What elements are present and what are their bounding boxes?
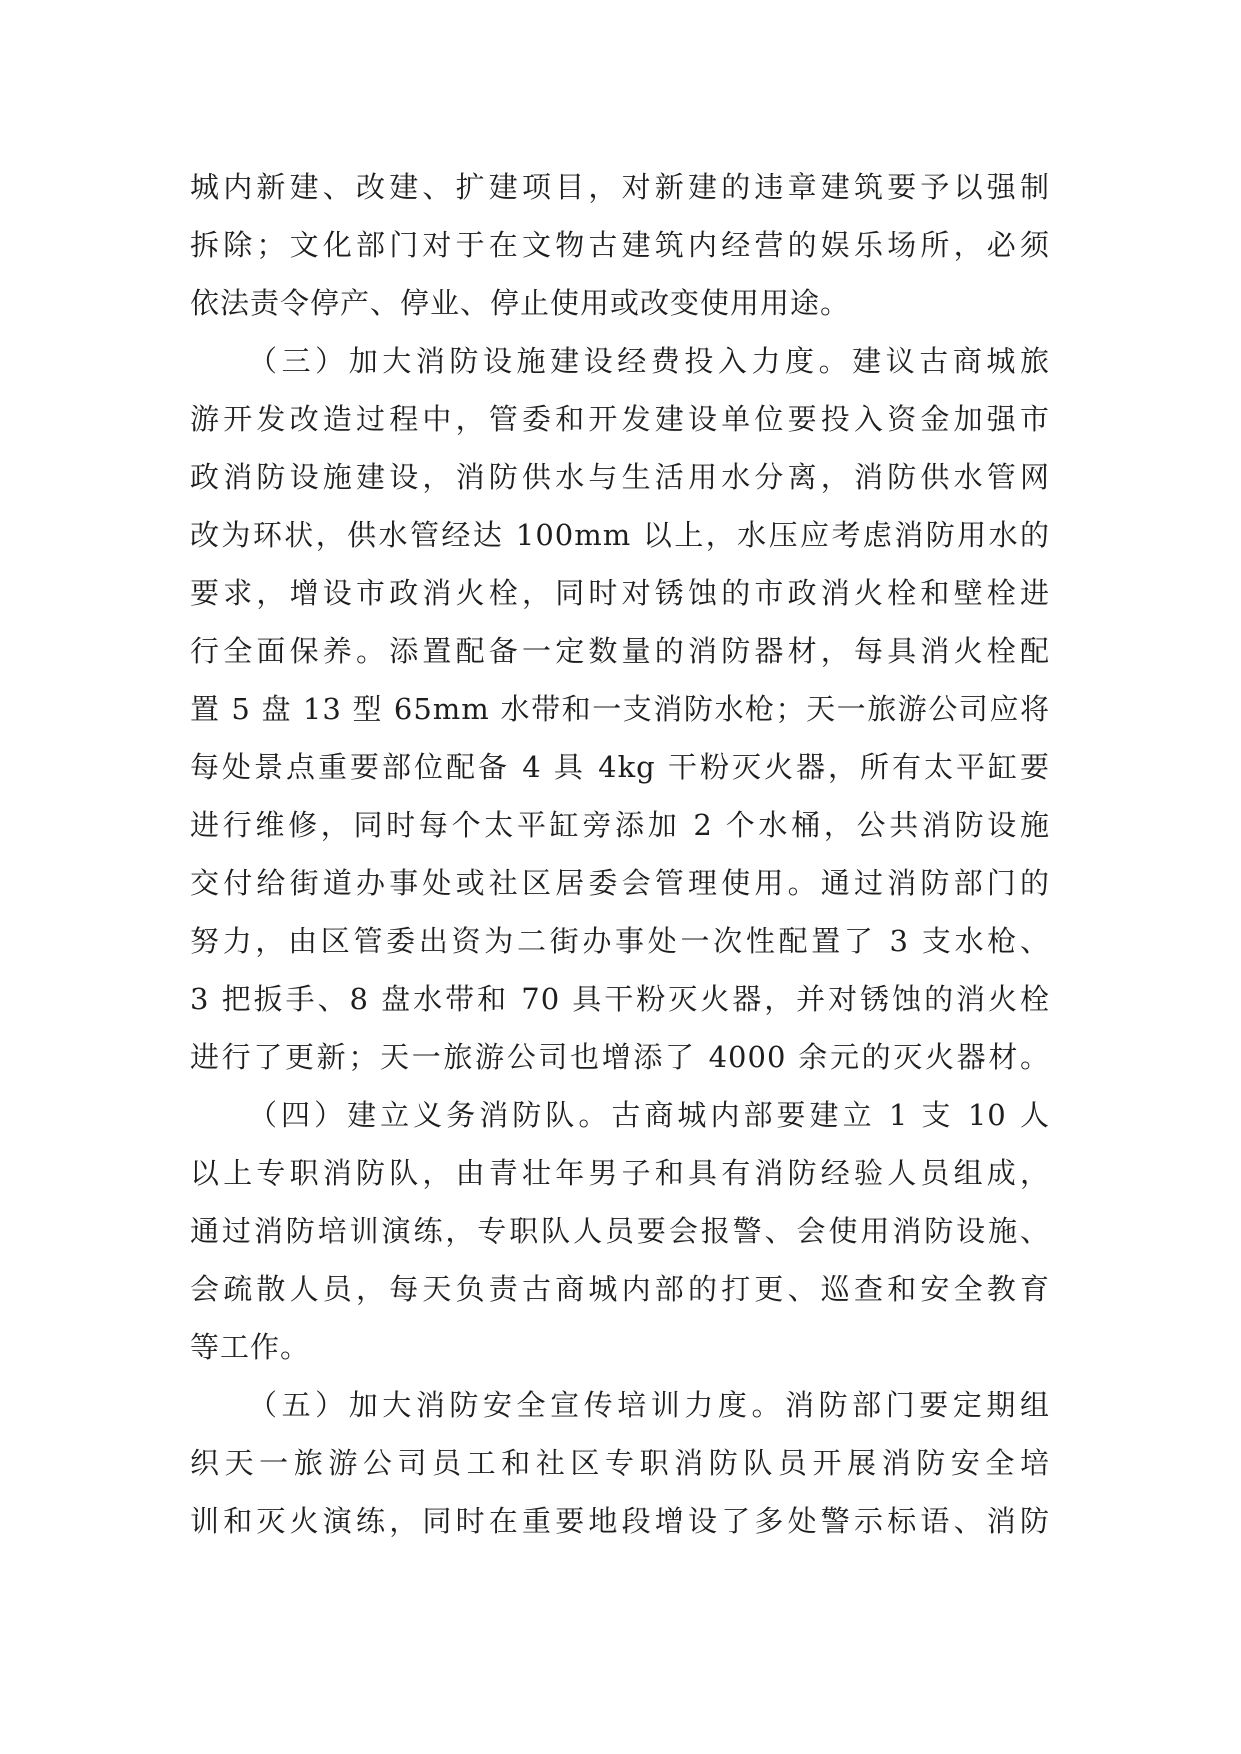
text-line: （五）加大消防安全宣传培训力度。消防部门要定期组 <box>248 1388 1050 1422</box>
body-text <box>190 158 1070 1550</box>
paragraph-continued <box>190 158 1070 332</box>
text-line: 每处景点重要部位配备 4 具 4kg 干粉灭火器，所有太平缸要 <box>190 750 1050 784</box>
text-line: 行全面保养。添置配备一定数量的消防器材，每具消火栓配 <box>190 634 1050 668</box>
text-line: 通过消防培训演练，专职队人员要会报警、会使用消防设施、 <box>190 1214 1050 1248</box>
paragraph-section-3 <box>190 332 1070 1086</box>
text-line: 置 5 盘 13 型 65mm 水带和一支消防水枪；天一旅游公司应将 <box>190 692 1050 726</box>
text-line: 进行了更新；天一旅游公司也增添了 4000 余元的灭火器材。 <box>190 1040 1050 1074</box>
text-line: 会疏散人员，每天负责古商城内部的打更、巡查和安全教育 <box>190 1272 1050 1306</box>
text-line: 织天一旅游公司员工和社区专职消防队员开展消防安全培 <box>190 1446 1050 1480</box>
text-line: 以上专职消防队，由青壮年男子和具有消防经验人员组成， <box>190 1156 1050 1190</box>
text-line: 游开发改造过程中，管委和开发建设单位要投入资金加强市 <box>190 402 1050 436</box>
text-line: 城内新建、改建、扩建项目，对新建的违章建筑要予以强制 <box>190 170 1050 204</box>
text-line: 努力，由区管委出资为二街办事处一次性配置了 3 支水枪、 <box>190 924 1050 958</box>
text-line: 拆除；文化部门对于在文物古建筑内经营的娱乐场所，必须 <box>190 228 1050 262</box>
text-line: 3 把扳手、8 盘水带和 70 具干粉灭火器，并对锈蚀的消火栓 <box>190 982 1050 1016</box>
paragraph-section-4 <box>190 1086 1070 1376</box>
text-line: 政消防设施建设，消防供水与生活用水分离，消防供水管网 <box>190 460 1050 494</box>
text-line: 依法责令停产、停业、停止使用或改变使用用途。 <box>190 286 851 320</box>
text-line: （三）加大消防设施建设经费投入力度。建议古商城旅 <box>248 344 1050 378</box>
text-line: 交付给街道办事处或社区居委会管理使用。通过消防部门的 <box>190 866 1050 900</box>
text-line: （四）建立义务消防队。古商城内部要建立 1 支 10 人 <box>248 1098 1050 1132</box>
text-line: 要求，增设市政消火栓，同时对锈蚀的市政消火栓和壁栓进 <box>190 576 1050 610</box>
paragraph-section-5 <box>190 1376 1070 1550</box>
text-line: 改为环状，供水管经达 100mm 以上，水压应考虑消防用水的 <box>190 518 1050 552</box>
text-line: 等工作。 <box>190 1330 311 1364</box>
text-line: 进行维修，同时每个太平缸旁添加 2 个水桶，公共消防设施 <box>190 808 1050 842</box>
text-line: 训和灭火演练，同时在重要地段增设了多处警示标语、消防 <box>190 1504 1050 1538</box>
